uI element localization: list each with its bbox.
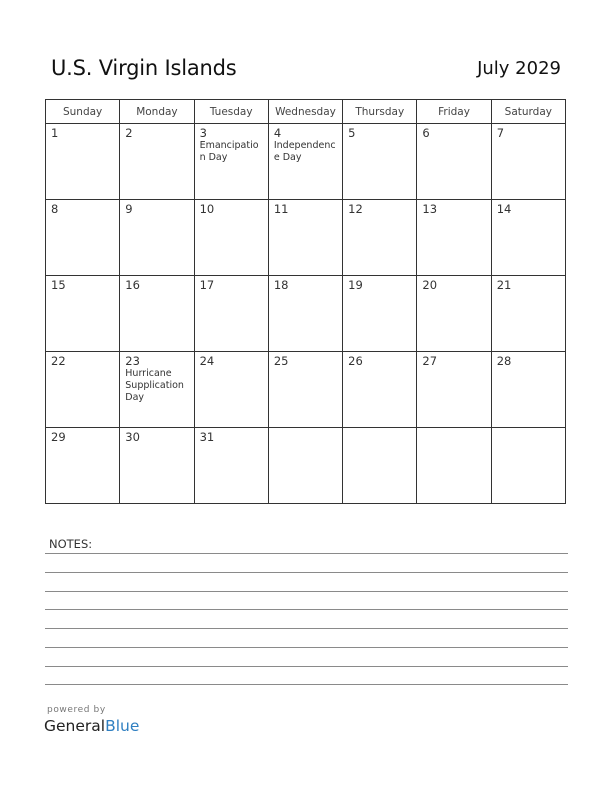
- notes-line: [45, 553, 568, 554]
- day-number: 20: [422, 278, 438, 292]
- day-cell: [343, 428, 417, 504]
- day-cell: [417, 428, 491, 504]
- day-number: 15: [51, 278, 66, 292]
- day-cell: [120, 428, 194, 504]
- day-cell: [46, 200, 120, 276]
- day-cell: [417, 124, 491, 200]
- calendar-grid: [45, 99, 566, 504]
- day-cell: [343, 276, 417, 352]
- weekday-wednesday: Wednesday: [268, 100, 342, 124]
- day-number: 12: [348, 202, 363, 216]
- day-number: 18: [273, 278, 289, 292]
- day-cell: [491, 428, 565, 504]
- notes-label: NOTES:: [49, 537, 93, 551]
- day-number: 21: [496, 278, 512, 292]
- day-cell: [417, 352, 491, 428]
- day-number: 5: [348, 126, 356, 140]
- day-number: 27: [422, 354, 438, 368]
- day-number: 4: [273, 126, 282, 140]
- day-cell: [417, 276, 491, 352]
- notes-line: [45, 609, 568, 610]
- notes-line: [45, 572, 568, 573]
- day-cell: [268, 428, 342, 504]
- day-number: 19: [348, 278, 363, 292]
- day-cell: [343, 200, 417, 276]
- event-label: Independence Day: [273, 140, 336, 163]
- event-label: Hurricane Supplication Day: [125, 368, 184, 403]
- day-cell: [194, 200, 268, 276]
- brand-logo: [44, 717, 139, 735]
- day-number: 17: [199, 278, 215, 292]
- day-number: 11: [273, 202, 289, 216]
- day-number: 10: [199, 202, 215, 216]
- day-cell: [46, 428, 120, 504]
- notes-line: [45, 666, 568, 667]
- day-cell: [120, 352, 194, 428]
- weekday-header-row: [46, 100, 566, 124]
- day-number: 16: [125, 278, 140, 292]
- day-number: 6: [422, 126, 430, 140]
- page-title: U.S. Virgin Islands: [51, 56, 237, 80]
- notes-line: [45, 628, 568, 629]
- day-number: 23: [125, 354, 140, 368]
- day-number: 13: [422, 202, 438, 216]
- day-cell: [268, 124, 342, 200]
- day-number: 1: [51, 126, 59, 140]
- weekday-saturday: Saturday: [491, 100, 565, 124]
- week-row: [46, 428, 566, 504]
- weekday-monday: Monday: [120, 100, 194, 124]
- day-cell: [120, 200, 194, 276]
- day-cell: [491, 124, 565, 200]
- day-cell: [120, 276, 194, 352]
- day-cell: [120, 124, 194, 200]
- notes-line: [45, 684, 568, 685]
- day-number: 24: [199, 354, 215, 368]
- powered-by-label: powered by: [47, 705, 106, 715]
- day-number: 31: [199, 430, 215, 444]
- brand-text-general: General: [44, 717, 106, 735]
- week-row: [46, 124, 566, 200]
- day-number: 7: [496, 126, 505, 140]
- notes-line: [45, 591, 568, 592]
- week-row: [46, 352, 566, 428]
- day-cell: [46, 124, 120, 200]
- day-cell: [46, 276, 120, 352]
- day-number: 9: [125, 202, 133, 216]
- notes-line: [45, 647, 568, 648]
- day-cell: [343, 124, 417, 200]
- day-number: 3: [199, 126, 207, 140]
- weekday-friday: Friday: [417, 100, 491, 124]
- day-number: 8: [51, 202, 59, 216]
- day-cell: [46, 352, 120, 428]
- day-cell: [491, 276, 565, 352]
- day-cell: [491, 200, 565, 276]
- day-cell: [268, 352, 342, 428]
- weekday-tuesday: Tuesday: [194, 100, 268, 124]
- day-cell: [343, 352, 417, 428]
- day-number: 29: [51, 430, 66, 444]
- day-cell: [268, 276, 342, 352]
- day-number: 26: [348, 354, 363, 368]
- month-label: July 2029: [477, 58, 561, 79]
- day-cell: [194, 428, 268, 504]
- brand-text-blue: Blue: [105, 717, 140, 735]
- weekday-thursday: Thursday: [343, 100, 417, 124]
- day-cell: [491, 352, 565, 428]
- day-number: 14: [496, 202, 512, 216]
- day-cell: [194, 352, 268, 428]
- week-row: [46, 276, 566, 352]
- day-cell: [268, 200, 342, 276]
- day-number: 2: [125, 126, 133, 140]
- day-cell: [417, 200, 491, 276]
- weekday-sunday: Sunday: [46, 100, 120, 124]
- event-label: Emancipation Day: [199, 140, 259, 163]
- day-number: 22: [51, 354, 66, 368]
- day-number: 30: [125, 430, 140, 444]
- day-number: 25: [273, 354, 289, 368]
- day-cell: [194, 124, 268, 200]
- day-number: 28: [496, 354, 512, 368]
- day-cell: [194, 276, 268, 352]
- week-row: [46, 200, 566, 276]
